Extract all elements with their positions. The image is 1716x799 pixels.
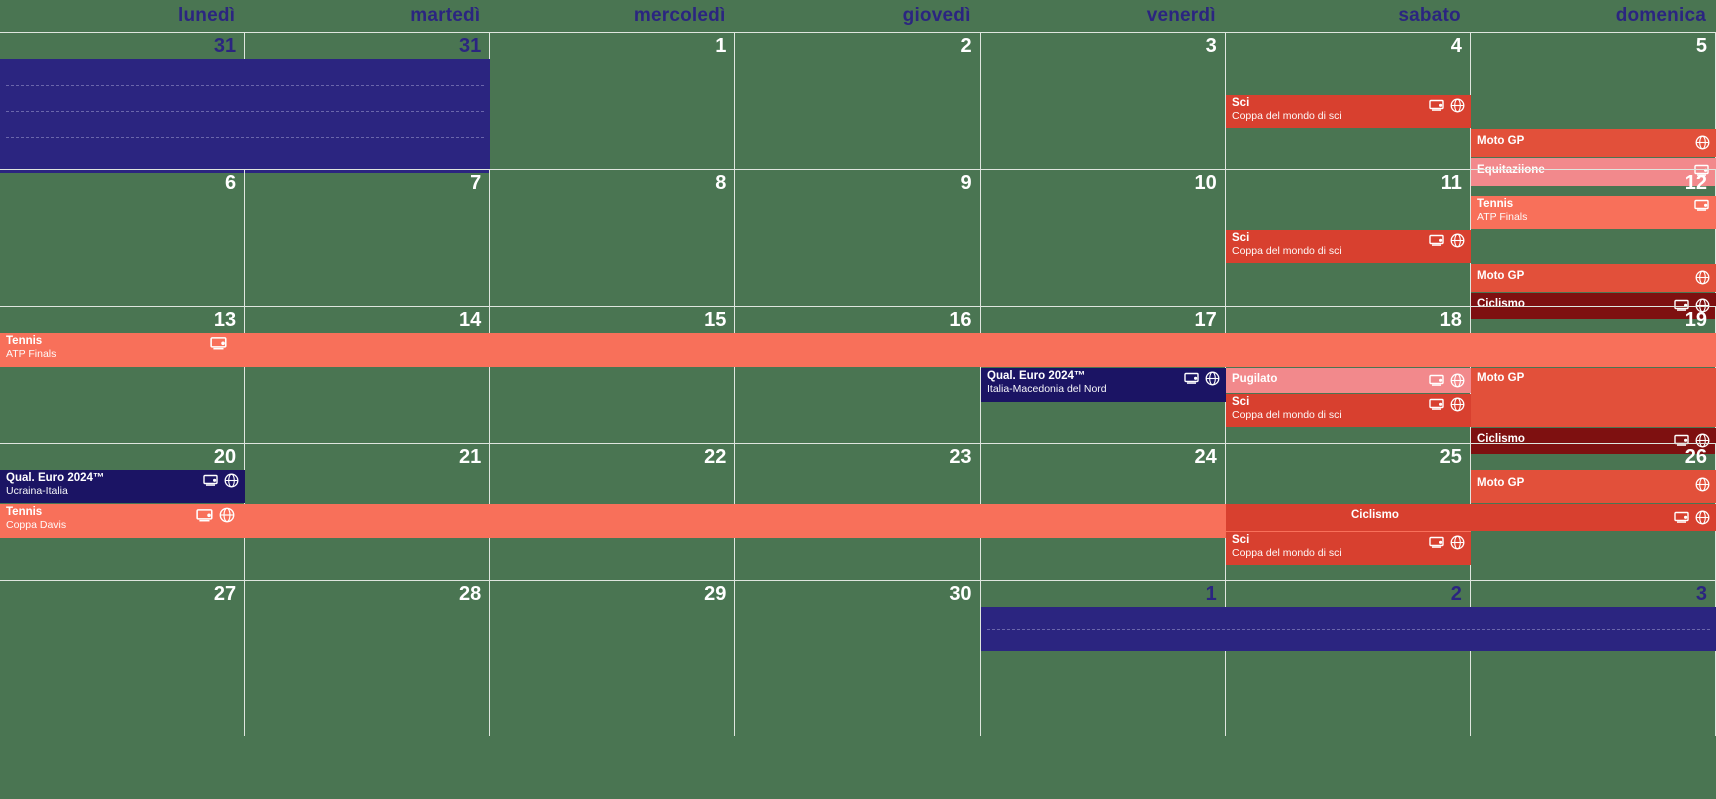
dow-venerdi: venerdì: [1146, 5, 1216, 26]
day-number: 29: [704, 583, 727, 605]
globe-icon: [1450, 98, 1465, 113]
globe-icon: [1695, 477, 1710, 492]
day-cell[interactable]: [490, 170, 735, 306]
event-icons: [203, 473, 239, 488]
tv-icon: [1429, 99, 1445, 112]
event-title: Ciclismo: [1477, 433, 1525, 445]
day-cell[interactable]: [490, 33, 735, 169]
event-motogp-12[interactable]: [1471, 264, 1716, 292]
globe-icon: [224, 473, 239, 488]
globe-icon: [219, 507, 235, 523]
day-number: 21: [459, 446, 482, 468]
event-icons: [1429, 233, 1465, 248]
tv-icon: [1429, 374, 1445, 387]
day-number: 14: [459, 309, 482, 331]
event-icons: [1429, 373, 1465, 388]
tv-icon: [210, 336, 228, 351]
week-row: [0, 169, 1716, 310]
day-number: 28: [459, 583, 482, 605]
tv-icon: [196, 508, 214, 523]
day-number: 31: [459, 35, 482, 57]
day-cell[interactable]: [735, 33, 980, 169]
blocked-range: [981, 607, 1716, 651]
day-number: 1: [715, 35, 727, 57]
day-number: 11: [1440, 172, 1462, 194]
day-cell[interactable]: [1471, 581, 1716, 736]
day-number: 26: [1684, 446, 1707, 468]
week-row: [0, 580, 1716, 736]
event-subtitle: Coppa del mondo di sci: [1232, 245, 1342, 257]
week-row: [0, 32, 1716, 176]
day-number: 2: [1450, 583, 1462, 605]
event-pugilato-18[interactable]: [1226, 368, 1471, 393]
day-cell[interactable]: [981, 170, 1226, 306]
globe-icon: [1450, 535, 1465, 550]
globe-icon: [1205, 371, 1220, 386]
day-cell[interactable]: [735, 581, 980, 736]
day-cell[interactable]: [490, 581, 735, 736]
event-title: Sci: [1232, 534, 1250, 546]
day-number: 1: [1205, 583, 1217, 605]
globe-icon: [1450, 373, 1465, 388]
day-number: 8: [715, 172, 727, 194]
globe-icon: [1695, 135, 1710, 150]
event-title: Moto GP: [1477, 477, 1525, 489]
tv-icon: [203, 474, 219, 487]
event-icons: [1429, 98, 1465, 113]
day-cell[interactable]: [0, 170, 245, 306]
tv-icon: [1184, 372, 1200, 385]
day-cell[interactable]: [245, 170, 490, 306]
day-number: 5: [1695, 35, 1707, 57]
event-title: Tennis: [6, 335, 43, 347]
day-cell[interactable]: [245, 307, 490, 443]
event-title: Tennis: [6, 506, 43, 518]
event-icons: [1695, 477, 1710, 492]
dow-mercoledi: mercoledì: [633, 5, 726, 26]
event-subtitle: Italia-Macedonia del Nord: [987, 383, 1107, 395]
event-subtitle: Coppa Davis: [6, 519, 67, 531]
event-title: Qual. Euro 2024™: [987, 370, 1086, 382]
day-cell[interactable]: [1226, 581, 1471, 736]
blocked-range: [0, 59, 490, 173]
week-row: [0, 443, 1716, 580]
event-title: Qual. Euro 2024™: [6, 472, 105, 484]
day-number: 12: [1684, 172, 1707, 194]
event-subtitle: Ucraina-Italia: [6, 485, 68, 497]
day-cell[interactable]: [0, 307, 245, 443]
event-ciclismo-26[interactable]: [1226, 504, 1716, 531]
day-number: 22: [704, 446, 727, 468]
day-cell[interactable]: [981, 581, 1226, 736]
event-qual-euro-20[interactable]: [0, 470, 245, 503]
event-title: Sci: [1232, 396, 1250, 408]
event-icons: [1695, 270, 1710, 285]
weeks-grid: [0, 32, 1716, 736]
globe-icon: [1450, 233, 1465, 248]
event-icons: [1694, 199, 1710, 212]
event-icons: [196, 507, 235, 523]
day-number: 24: [1194, 446, 1217, 468]
globe-icon: [1695, 510, 1710, 525]
event-icons: [1184, 371, 1220, 386]
event-icons: [1429, 535, 1465, 550]
event-title: Equitaziione: [1477, 164, 1545, 176]
tv-icon: [1694, 199, 1710, 212]
event-icons: [210, 336, 228, 351]
day-number: 4: [1450, 35, 1462, 57]
event-title: Ciclismo: [1351, 509, 1399, 521]
event-tennis-12[interactable]: [1471, 196, 1716, 229]
day-cell[interactable]: [981, 33, 1226, 169]
event-motogp-19[interactable]: [1471, 368, 1716, 427]
tv-icon: [1429, 536, 1445, 549]
event-title: Sci: [1232, 232, 1250, 244]
event-motogp-26[interactable]: [1471, 470, 1716, 503]
day-number: 6: [225, 172, 237, 194]
event-subtitle: ATP Finals: [1477, 211, 1528, 223]
event-sci-4[interactable]: [1226, 95, 1471, 128]
day-number: 27: [213, 583, 237, 605]
event-subtitle: Coppa del mondo di sci: [1232, 110, 1342, 122]
event-sci-25[interactable]: [1226, 532, 1471, 565]
day-cell[interactable]: [735, 307, 980, 443]
day-cell[interactable]: [0, 581, 245, 736]
day-number: 23: [949, 446, 972, 468]
globe-icon: [1695, 270, 1710, 285]
tv-icon: [1429, 398, 1445, 411]
day-number: 31: [213, 35, 237, 57]
day-number: 15: [704, 309, 727, 331]
day-number: 17: [1194, 309, 1217, 331]
day-of-week-header: [0, 0, 1716, 32]
day-number: 7: [470, 172, 482, 194]
event-title: Ciclismo: [1477, 298, 1525, 310]
day-number: 25: [1439, 446, 1462, 468]
event-title: Moto GP: [1477, 135, 1525, 147]
event-subtitle: Coppa del mondo di sci: [1232, 409, 1342, 421]
event-title: Pugilato: [1232, 373, 1278, 385]
dow-sabato: sabato: [1398, 5, 1461, 26]
dow-giovedi: giovedì: [902, 5, 971, 26]
event-sci-11[interactable]: [1226, 230, 1471, 263]
week-row: [0, 306, 1716, 443]
event-icons: [1674, 510, 1710, 525]
event-title: Tennis: [1477, 198, 1514, 210]
day-cell[interactable]: [245, 581, 490, 736]
day-cell[interactable]: [490, 307, 735, 443]
day-number: 20: [213, 446, 237, 468]
event-subtitle: ATP Finals: [6, 348, 57, 360]
day-number: 19: [1684, 309, 1707, 331]
day-number: 13: [213, 309, 237, 331]
tv-icon: [1429, 234, 1445, 247]
day-number: 3: [1695, 583, 1707, 605]
event-title: Sci: [1232, 97, 1250, 109]
event-tennis-atp-week[interactable]: [0, 333, 1716, 367]
day-number: 30: [949, 583, 972, 605]
event-subtitle: Coppa del mondo di sci: [1232, 547, 1342, 559]
event-icons: [1429, 397, 1465, 412]
event-sci-18[interactable]: [1226, 394, 1471, 427]
day-number: 2: [960, 35, 972, 57]
event-motogp-5[interactable]: [1471, 129, 1716, 157]
event-icons: [1695, 135, 1710, 150]
day-number: 3: [1205, 35, 1217, 57]
event-title: Moto GP: [1477, 270, 1525, 282]
event-title: Moto GP: [1477, 372, 1525, 384]
day-number: 16: [949, 309, 972, 331]
tv-icon: [1674, 511, 1690, 524]
event-qual-euro-16[interactable]: [981, 368, 1226, 402]
dow-martedi: martedì: [410, 5, 481, 26]
globe-icon: [1450, 397, 1465, 412]
day-number: 9: [960, 172, 972, 194]
day-number: 18: [1439, 309, 1462, 331]
dow-domenica: domenica: [1615, 5, 1706, 26]
day-cell[interactable]: [735, 170, 980, 306]
dow-lunedi: lunedì: [177, 5, 236, 26]
day-number: 10: [1194, 172, 1217, 194]
